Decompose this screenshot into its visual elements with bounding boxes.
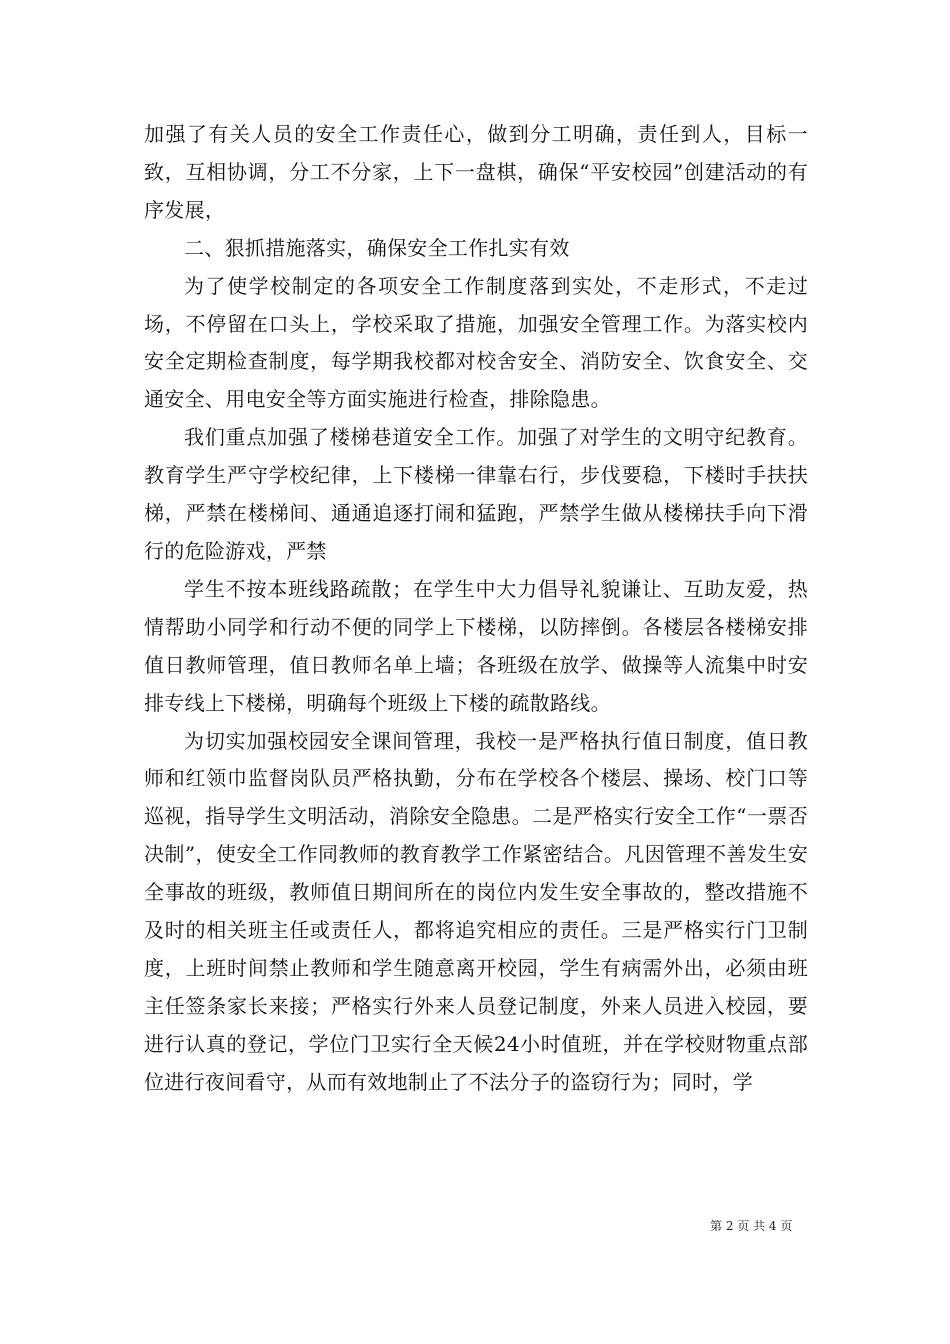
paragraph-continuation: 加强了有关人员的安全工作责任心，做到分工明确，责任到人，目标一致，互相协调，分工不分家，上下一盘棋，确保“平安校园”创建活动的有序发展，: [144, 122, 808, 222]
paragraph-safety-inspection: 为了使学校制定的各项安全工作制度落到实处，不走形式，不走过场，不停留在口头上，学校采取了措施，加强安全管理工作。为落实校内安全定期检查制度，每学期我校都对校舍安全、消防安全、饮食安全、交通安全、用电安全等方面实施进行检查，排除隐患。: [144, 273, 808, 412]
paragraph-stairway-safety: 我们重点加强了楼梯巷道安全工作。加强了对学生的文明守纪教育。教育学生严守学校纪律，上下楼梯一律靠右行，步伐要稳，下楼时手扶扶梯，严禁在楼梯间、通通追逐打闹和猛跑，严禁学生做从楼梯扶手向下滑行的危险游戏，严禁: [144, 425, 808, 563]
page-number: 第 2 页 共 4 页: [710, 1219, 793, 1233]
paragraph-evacuation-routes: 学生不按本班线路疏散；在学生中大力倡导礼貌谦让、互助友爱，热情帮助小同学和行动不便的同学上下楼梯，以防摔倒。各楼层各楼梯安排值日教师管理，值日教师名单上墙；各班级在放学、做操等人流集中时安排专线上下楼梯，明确每个班级上下楼的疏散路线。: [144, 576, 808, 715]
section-heading: 二、狠抓措施落实，确保安全工作扎实有效: [184, 235, 570, 260]
paragraph-break-management: 为切实加强校园安全课间管理，我校一是严格执行值日制度，值日教师和红领巾监督岗队员严格执勤，分布在学校各个楼层、操场、校门口等巡视，指导学生文明活动，消除安全隐患。二是严格实行安全工作“一票否决制”，使安全工作同教师的教育教学工作紧密结合。凡因管理不善发生安全事故的班级，教师值日期间所在的岗位内发生安全事故的，整改措施不及时的相关班主任或责任人，都将追究相应的责任。三是严格实行门卫制度，上班时间禁止教师和学生随意离开校园，学生有病需外出，必须由班主任签条家长来接；严格实行外来人员登记制度，外来人员进入校园，要进行认真的登记，学位门卫实行全天候24小时值班，并在学校财物重点部位进行夜间看守，从而有效地制止了不法分子的盗窃行为；同时，学: [144, 728, 808, 1094]
document-body: [144, 116, 808, 1102]
